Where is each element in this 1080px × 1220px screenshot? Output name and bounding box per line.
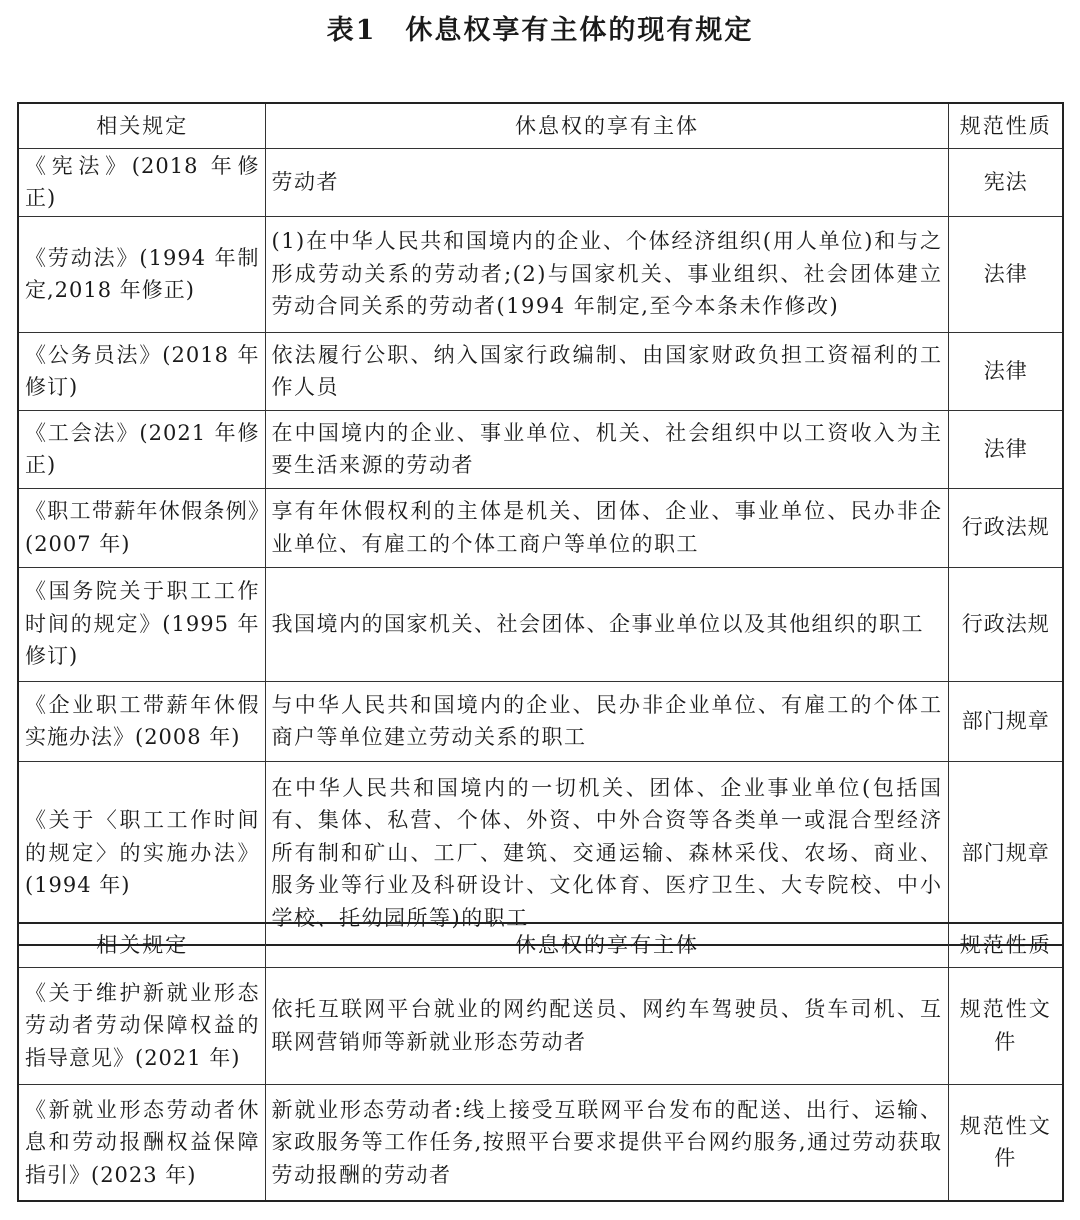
subject-cell: 新就业形态劳动者:线上接受互联网平台发布的配送、出行、运输、家政服务等工作任务,按照平台要求提供平台网约服务,通过劳动获取劳动报酬的劳动者 <box>265 1084 948 1201</box>
nature-cell: 宪法 <box>948 148 1063 216</box>
regulations-table-continued <box>17 922 1064 1202</box>
header-normative-nature: 规范性质 <box>948 103 1063 148</box>
nature-cell: 行政法规 <box>948 488 1063 567</box>
nature-cell: 规范性文件 <box>948 1084 1063 1201</box>
subject-cell: 享有年休假权利的主体是机关、团体、企业、事业单位、民办非企业单位、有雇工的个体工商户等单位的职工 <box>265 488 948 567</box>
subject-cell: 依法履行公职、纳入国家行政编制、由国家财政负担工资福利的工作人员 <box>265 332 948 410</box>
header-rest-right-subject: 休息权的享有主体 <box>265 103 948 148</box>
regulation-cell: 《关于维护新就业形态劳动者劳动保障权益的指导意见》(2021 年) <box>18 967 265 1084</box>
nature-cell: 规范性文件 <box>948 967 1063 1084</box>
subject-cell: 我国境内的国家机关、社会团体、企事业单位以及其他组织的职工 <box>265 567 948 681</box>
subject-cell: 在中国境内的企业、事业单位、机关、社会组织中以工资收入为主要生活来源的劳动者 <box>265 410 948 488</box>
table-header-row <box>18 923 1063 967</box>
header-rest-right-subject: 休息权的享有主体 <box>265 923 948 967</box>
nature-cell: 部门规章 <box>948 761 1063 945</box>
regulation-cell: 《国务院关于职工工作时间的规定》(1995 年修订) <box>18 567 265 681</box>
table-title: 表1 休息权享有主体的现有规定 <box>326 15 754 46</box>
nature-cell: 法律 <box>948 410 1063 488</box>
regulation-cell: 《职工带薪年休假条例》(2007 年) <box>18 488 265 567</box>
table-row <box>18 761 1063 945</box>
table-row <box>18 410 1063 488</box>
table-row <box>18 1084 1063 1201</box>
regulations-table <box>17 102 1064 946</box>
nature-cell: 行政法规 <box>948 567 1063 681</box>
regulation-cell: 《宪法》(2018 年修正) <box>18 148 265 216</box>
subject-cell: 在中华人民共和国境内的一切机关、团体、企业事业单位(包括国有、集体、私营、个体、外资、中外合资等各类单一或混合型经济所有制和矿山、工厂、建筑、交通运输、森林采伐、农场、商业、服务业等行业及科研设计、文化体育、医疗卫生、大专院校、中小学校、托幼园所等)的职工 <box>265 761 948 945</box>
header-related-regulation: 相关规定 <box>18 923 265 967</box>
table-row <box>18 567 1063 681</box>
header-related-regulation: 相关规定 <box>18 103 265 148</box>
table-row <box>18 681 1063 761</box>
subject-cell: 依托互联网平台就业的网约配送员、网约车驾驶员、货车司机、互联网营销师等新就业形态劳动者 <box>265 967 948 1084</box>
nature-cell: 部门规章 <box>948 681 1063 761</box>
table-row <box>18 216 1063 332</box>
regulation-cell: 《新就业形态劳动者休息和劳动报酬权益保障指引》(2023 年) <box>18 1084 265 1201</box>
regulation-cell: 《公务员法》(2018 年修订) <box>18 332 265 410</box>
table-row <box>18 488 1063 567</box>
table-row <box>18 148 1063 216</box>
table-header-row <box>18 103 1063 148</box>
header-normative-nature: 规范性质 <box>948 923 1063 967</box>
regulation-cell: 《工会法》(2021 年修正) <box>18 410 265 488</box>
table-row <box>18 332 1063 410</box>
nature-cell: 法律 <box>948 332 1063 410</box>
subject-cell: 与中华人民共和国境内的企业、民办非企业单位、有雇工的个体工商户等单位建立劳动关系的职工 <box>265 681 948 761</box>
regulation-cell: 《关于〈职工工作时间的规定〉的实施办法》(1994 年) <box>18 761 265 945</box>
subject-cell: (1)在中华人民共和国境内的企业、个体经济组织(用人单位)和与之形成劳动关系的劳动者;(2)与国家机关、事业组织、社会团体建立劳动合同关系的劳动者(1994 年制定,至今本条未作修改) <box>265 216 948 332</box>
subject-cell: 劳动者 <box>265 148 948 216</box>
nature-cell: 法律 <box>948 216 1063 332</box>
table-row <box>18 967 1063 1084</box>
regulation-cell: 《劳动法》(1994 年制定,2018 年修正) <box>18 216 265 332</box>
regulation-cell: 《企业职工带薪年休假实施办法》(2008 年) <box>18 681 265 761</box>
